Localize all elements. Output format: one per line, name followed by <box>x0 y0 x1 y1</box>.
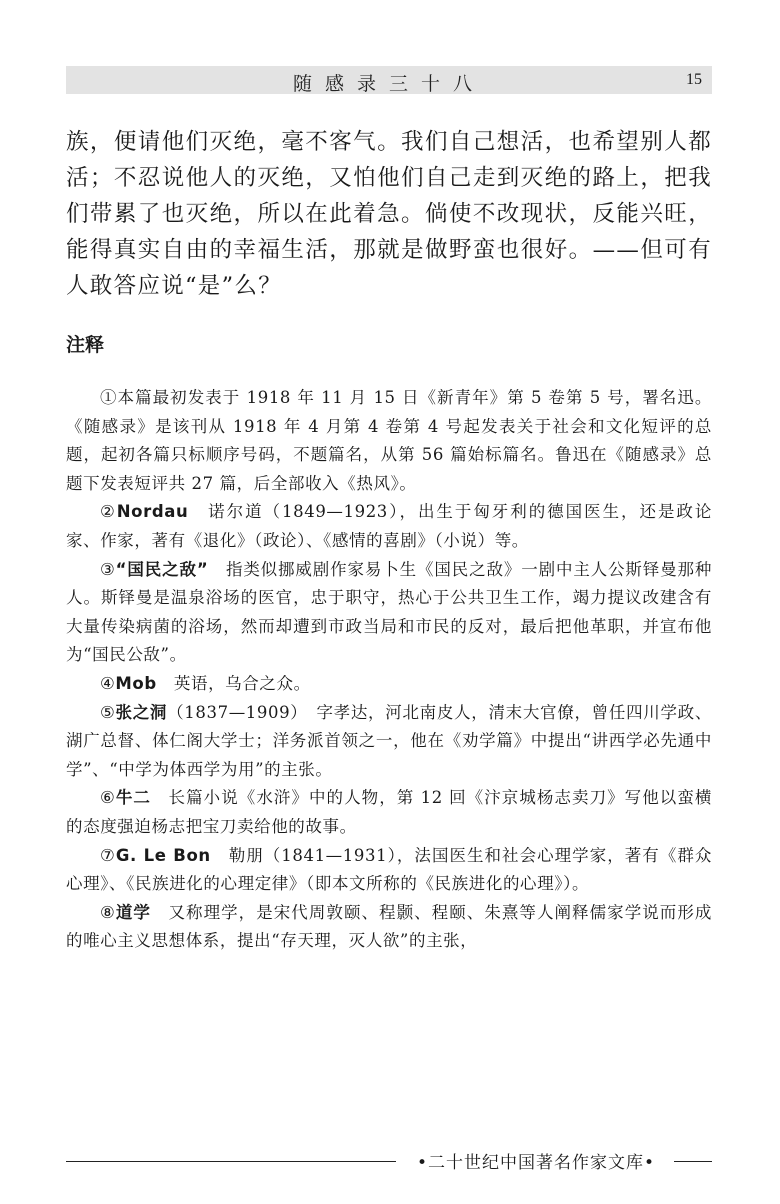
note-number: ① <box>100 388 118 407</box>
running-header <box>66 66 712 94</box>
note-text: 本篇最初发表于 1918 年 11 月 15 日《新青年》第 5 卷第 5 号，署名迅。《随感录》是该刊从 1918 年 4 月第 4 卷第 4 号起发表关于社会和文化短评的总题，起初各篇只标顺序号码，不题篇名，从第 56 篇始标篇名。鲁迅在《随感录》总题下发表短评共 27 篇，后全部收入《热风》。 <box>66 388 712 493</box>
running-footer <box>66 1148 712 1172</box>
note-text: 勒朋（1841—1931），法国医生和社会心理学家，著有《群众心理》、《民族进化的心理定律》（即本文所称的《民族进化的心理》）。 <box>66 845 712 894</box>
note-text: 诺尔道（1849—1923），出生于匈牙利的德国医生，还是政论家、作家，著有《退化》（政论）、《感情的喜剧》（小说）等。 <box>66 502 712 550</box>
body-paragraph: 族，便请他们灭绝，毫不客气。我们自己想活，也希望别人都活；不忍说他人的灭绝，又怕他们自己走到灭绝的路上，把我们带累了也灭绝，所以在此着急。倘使不改现状，反能兴旺，能得真实自由的幸福生活，那就是做野蛮也很好。——但可有人敢答应说“是”么？ <box>66 129 712 299</box>
note-term: G. Le Bon <box>115 845 211 865</box>
header-title: 随感录三十八 <box>292 73 485 95</box>
note-term: 道学 <box>115 902 151 922</box>
note-term: 张之洞 <box>115 702 168 722</box>
note-text: 英语，乌合之众。 <box>156 673 311 693</box>
note-number: ② <box>100 502 117 522</box>
page-number: 15 <box>686 71 702 88</box>
note-text: 又称理学，是宋代周敦颐、程颢、程颐、朱熹等人阐释儒家学说而形成的唯心主义思想体系，提出“存天理，灭人欲”的主张， <box>66 902 712 951</box>
note-term: Mob <box>115 673 157 693</box>
note-text: （1837—1909） 字孝达，河北南皮人，清末大官僚，曾任四川学政、湖广总督、体仁阁大学士；洋务派首领之一，他在《劝学篇》中提出“讲西学必先通中学”、“中学为体西学为用”的主张。 <box>66 702 712 779</box>
note-number: ④ <box>100 673 116 693</box>
note-number: ③ <box>100 559 116 579</box>
note-item <box>66 784 712 841</box>
notes-heading: 注释 <box>66 334 105 356</box>
note-item <box>66 699 712 785</box>
note-text: 长篇小说《水浒》中的人物，第 12 回《汴京城杨志卖刀》写他以蛮横的态度强迫杨志把宝刀卖给他的故事。 <box>66 788 713 836</box>
note-item <box>66 498 712 555</box>
note-number: ⑧ <box>100 902 116 922</box>
note-term: 牛二 <box>115 788 151 808</box>
note-term: Nordau <box>116 502 189 522</box>
note-number: ⑤ <box>100 702 116 722</box>
footer-rule-right <box>674 1161 712 1162</box>
note-text: 指类似挪威剧作家易卜生《国民之敌》一剧中主人公斯铎曼那种人。斯铎曼是温泉浴场的医官，忠于职守，热心于公共卫生工作，竭力提议改建含有大量传染病菌的浴场，然而却遭到市政当局和市民的反对，最后把他革职，并宣布他为“国民公敌”。 <box>66 559 712 665</box>
note-number: ⑦ <box>100 845 116 865</box>
note-item <box>66 899 712 956</box>
notes-list <box>66 384 712 956</box>
footer-rule-left <box>66 1161 396 1162</box>
note-item <box>66 384 712 498</box>
note-item <box>66 670 712 699</box>
note-number: ⑥ <box>100 788 116 808</box>
note-term: “国民之敌” <box>115 559 209 579</box>
note-item <box>66 556 712 670</box>
footer-series-title: •二十世纪中国著名作家文库• <box>416 1153 656 1173</box>
note-item <box>66 842 712 899</box>
